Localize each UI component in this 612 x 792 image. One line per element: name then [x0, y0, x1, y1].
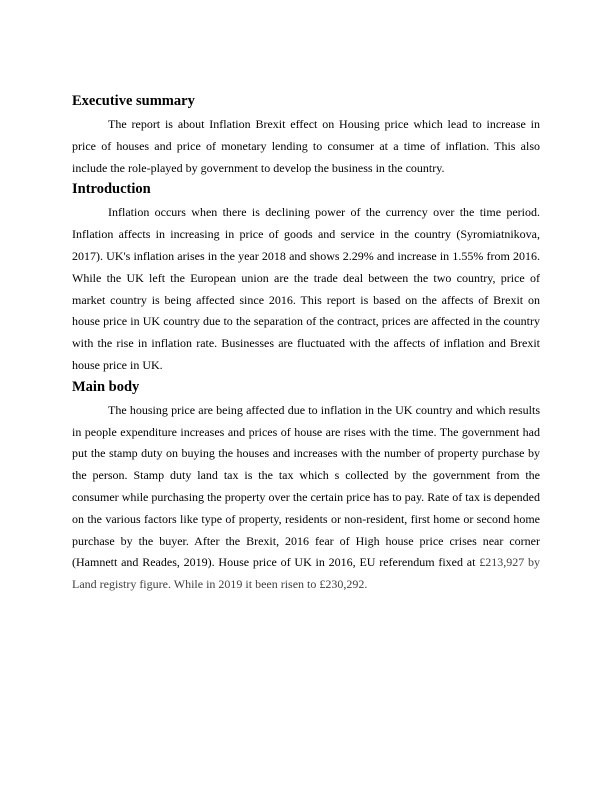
- document-page: [72, 92, 540, 597]
- paragraph-main-body-tail: £213,927 by Land registry figure. While in 2019 it been risen to £230,292.: [72, 555, 541, 592]
- heading-main-body: Main body: [72, 378, 140, 395]
- paragraph-main-body-text: The housing price are being affected due to inflation in the UK country and which results in people expenditure increases and prices of house are rises with the time. The government had put the stamp duty on buying the houses and increases with the number of property purchase by the person. Stamp duty land tax is the tax which s collected by the government from the consumer while purchasing the property over the certain price has to pay. Rate of tax is depended on the various factors like type of property, residents or non-resident, first home or second home purchase by the buyer. After the Brexit, 2016 fear of High house price crises near corner (Hamnett and Reades, 2019). House price of UK in 2016, EU referendum fixed at: [72, 402, 540, 570]
- heading-introduction: Introduction: [72, 181, 151, 198]
- paragraph-introduction: Inflation occurs when there is declining power of the currency over the time period. Inflation affects in increasing in price of goods and service in the country (Syromiatnikova, 2017). UK's inflation arises in the year 2018 and shows 2.29% and increase in 1.55% from 2016. While the UK left the European union are the trade deal between the two country, price of market country is being affected since 2016. This report is based on the affects of Brexit on house price in UK country due to the separation of the contract, prices are affected in the country with the rise in inflation rate. Businesses are fluctuated with the affects of inflation and Brexit house price in UK.: [72, 205, 540, 372]
- paragraph-executive-summary: The report is about Inflation Brexit effect on Housing price which lead to increase in price of houses and price of monetary lending to consumer at a time of inflation. This also include the role-played by government to develop the business in the country.: [72, 117, 540, 175]
- heading-executive-summary: Executive summary: [72, 93, 195, 109]
- paragraph-main-body: [72, 400, 540, 596]
